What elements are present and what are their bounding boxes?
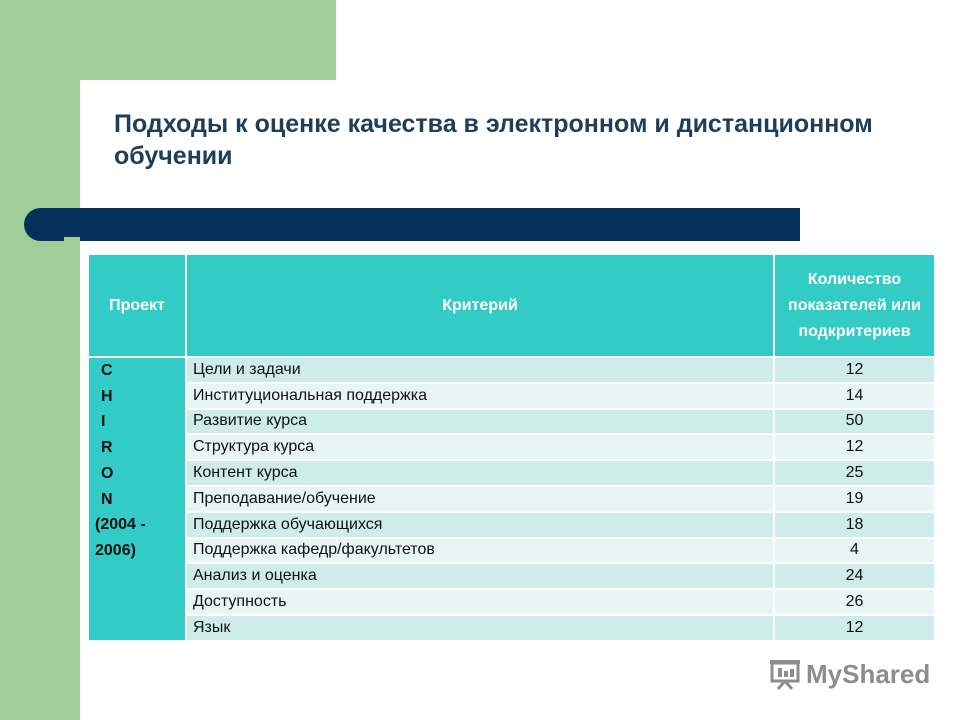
- table-row: [88, 383, 935, 409]
- header-count: Количество показателей или подкритериев: [774, 254, 935, 357]
- watermark-text: MyShared: [806, 658, 931, 689]
- project-line: O: [101, 464, 114, 482]
- criteria-table: [87, 253, 936, 642]
- project-cell: [88, 357, 186, 641]
- criterion-cell: Анализ и оценка: [186, 563, 774, 589]
- project-line: I: [101, 413, 106, 431]
- slide-title: Подходы к оценке качества в электронном и дистанционном обучении: [114, 110, 873, 170]
- title-underline-bar: [24, 208, 800, 241]
- green-left-band: [0, 0, 80, 720]
- table-row: [88, 512, 935, 538]
- count-cell: 12: [774, 615, 935, 641]
- project-line: N: [101, 490, 113, 508]
- count-cell: 24: [774, 563, 935, 589]
- table-row: [88, 434, 935, 460]
- header-project: Проект: [88, 254, 186, 357]
- count-cell: 12: [774, 357, 935, 383]
- project-line: (2004 -: [95, 516, 146, 534]
- criterion-cell: Поддержка обучающихся: [186, 512, 774, 538]
- table-row: [88, 409, 935, 435]
- table-row: [88, 460, 935, 486]
- count-cell: 25: [774, 460, 935, 486]
- project-line: R: [101, 439, 113, 457]
- table-header-row: [88, 254, 935, 357]
- criterion-cell: Цели и задачи: [186, 357, 774, 383]
- project-line: H: [101, 387, 113, 405]
- count-cell: 4: [774, 538, 935, 564]
- criterion-cell: Контент курса: [186, 460, 774, 486]
- table-row: [88, 357, 935, 383]
- count-cell: 18: [774, 512, 935, 538]
- criterion-cell: Поддержка кафедр/факультетов: [186, 538, 774, 564]
- table-row: [88, 538, 935, 564]
- count-cell: 19: [774, 486, 935, 512]
- criterion-cell: Институциональная поддержка: [186, 383, 774, 409]
- presentation-board-icon: [768, 657, 802, 691]
- criterion-cell: Преподавание/обучение: [186, 486, 774, 512]
- table-row: [88, 615, 935, 641]
- criterion-cell: Язык: [186, 615, 774, 641]
- count-cell: 26: [774, 589, 935, 615]
- myshared-watermark: [768, 656, 930, 692]
- criterion-cell: Доступность: [186, 589, 774, 615]
- project-line: 2006): [95, 541, 136, 559]
- table-row: [88, 486, 935, 512]
- table-row: [88, 589, 935, 615]
- header-criterion: Критерий: [186, 254, 774, 357]
- count-cell: 12: [774, 434, 935, 460]
- criterion-cell: Структура курса: [186, 434, 774, 460]
- table-row: [88, 563, 935, 589]
- criterion-cell: Развитие курса: [186, 409, 774, 435]
- bar-notch: [64, 237, 80, 242]
- count-cell: 50: [774, 409, 935, 435]
- project-line: C: [101, 362, 113, 379]
- count-cell: 14: [774, 383, 935, 409]
